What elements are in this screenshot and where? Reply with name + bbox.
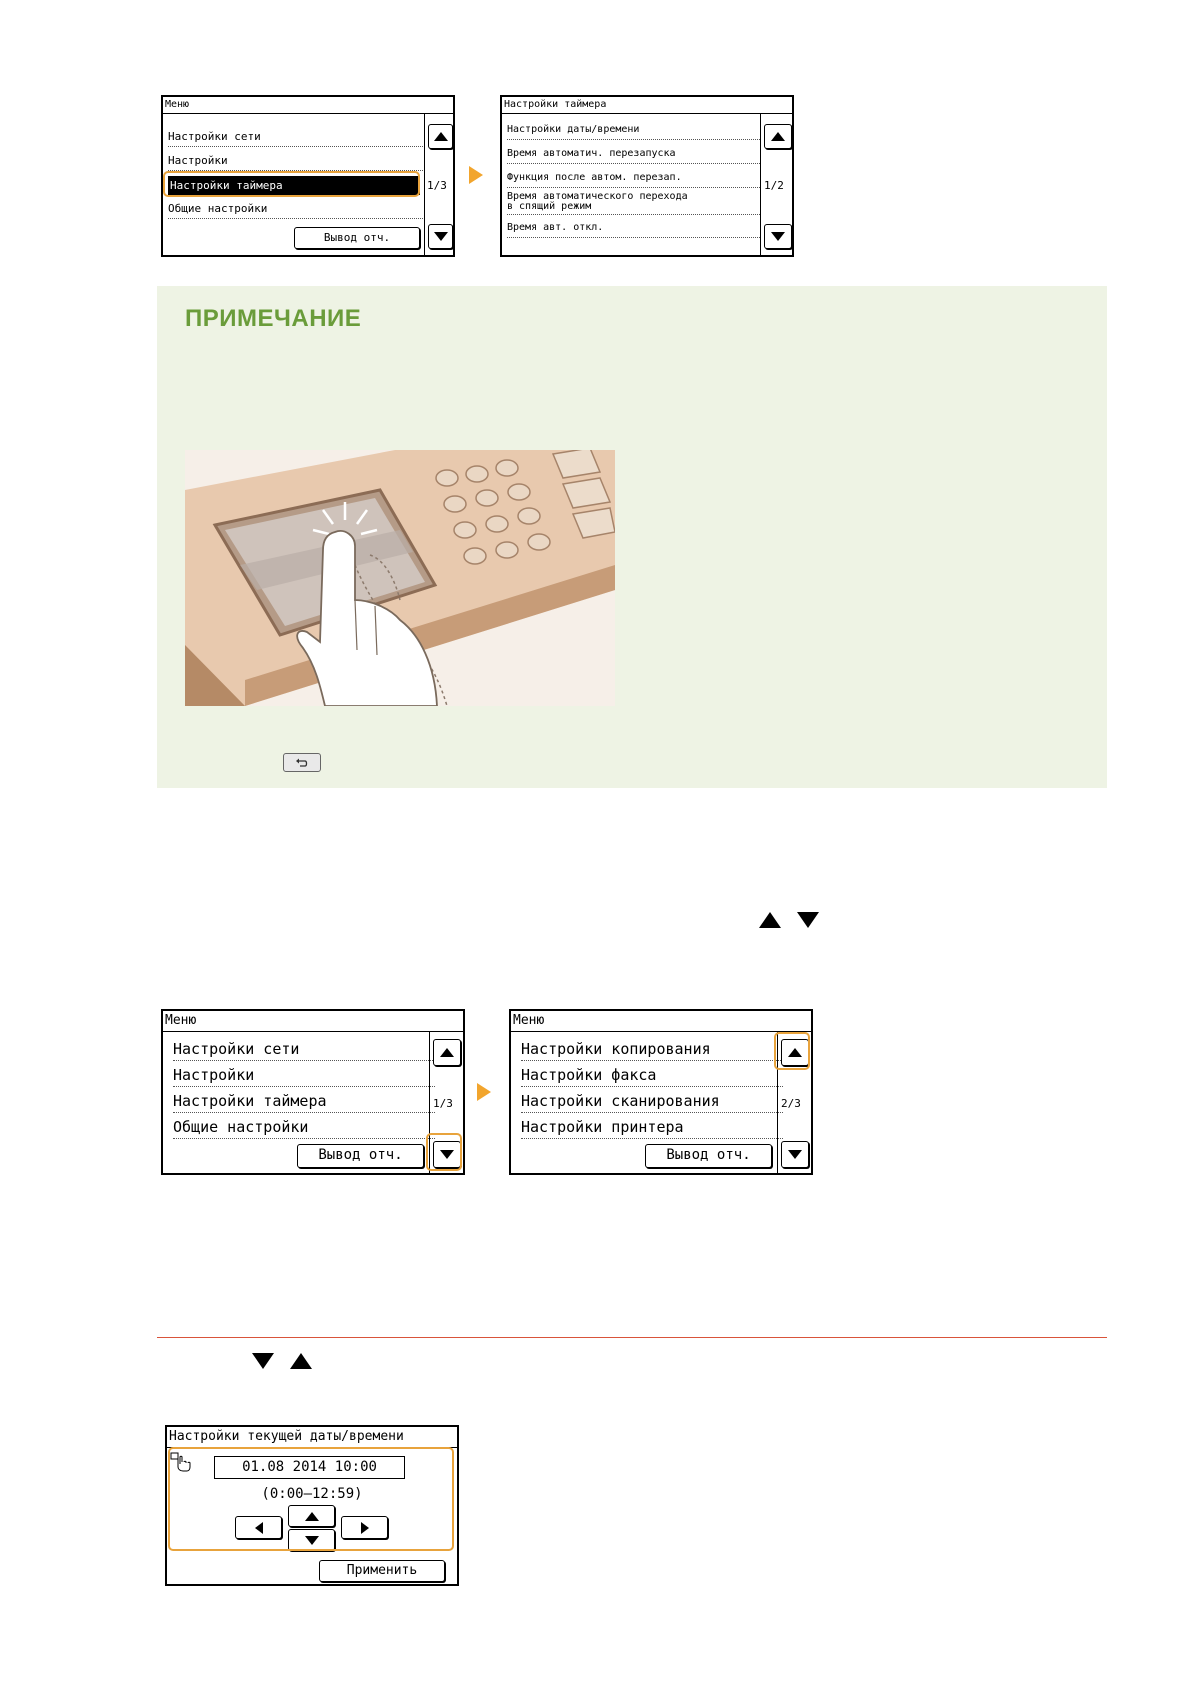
page-indicator: 2/3 bbox=[781, 1097, 801, 1110]
scroll-up-button[interactable] bbox=[781, 1039, 809, 1066]
menu-item-network[interactable]: Настройки сети bbox=[168, 127, 425, 147]
lcd-timer-settings-screen bbox=[500, 95, 794, 257]
menu-item-general[interactable]: Общие настройки bbox=[168, 199, 425, 219]
input-range-hint: (0:00–12:59) bbox=[261, 1486, 363, 1502]
lcd-date-time-screen bbox=[165, 1425, 459, 1586]
left-arrow-icon bbox=[255, 1522, 263, 1534]
apply-button[interactable]: Применить bbox=[319, 1560, 445, 1582]
screen-title: Настройки таймера bbox=[502, 97, 792, 114]
menu-item-copy[interactable]: Настройки копирования bbox=[521, 1038, 783, 1061]
lcd-menu-screen-small bbox=[161, 95, 455, 257]
menu-item-auto-reset-time[interactable]: Время автоматич. перезапуска bbox=[507, 144, 760, 164]
report-output-button[interactable]: Вывод отч. bbox=[294, 227, 420, 249]
page-indicator: 1/2 bbox=[764, 179, 784, 192]
page-indicator: 1/3 bbox=[427, 179, 447, 192]
page-indicator: 1/3 bbox=[433, 1097, 453, 1110]
scroll-up-button[interactable] bbox=[764, 124, 792, 149]
report-output-button[interactable]: Вывод отч. bbox=[297, 1144, 424, 1168]
scroll-down-button[interactable] bbox=[428, 224, 453, 249]
up-arrow-icon bbox=[771, 132, 785, 141]
next-arrow-icon bbox=[477, 1083, 491, 1101]
cursor-right-button[interactable] bbox=[341, 1516, 388, 1539]
up-triangle-icon bbox=[759, 912, 781, 928]
menu-item-auto-sleep-line1: Время автоматического перехода bbox=[507, 192, 688, 202]
scroll-up-button[interactable] bbox=[428, 124, 453, 149]
down-arrow-icon bbox=[771, 232, 785, 241]
back-key-icon bbox=[283, 753, 321, 772]
lcd-menu-screen-page1 bbox=[161, 1009, 465, 1175]
note-title: ПРИМЕЧАНИЕ bbox=[185, 305, 362, 332]
down-arrow-icon bbox=[305, 1536, 319, 1545]
menu-item-fax[interactable]: Настройки факса bbox=[521, 1064, 783, 1087]
menu-item-timer-settings[interactable]: Настройки таймера bbox=[173, 1090, 435, 1113]
menu-item-general[interactable]: Общие настройки bbox=[173, 1116, 435, 1139]
up-arrow-icon bbox=[434, 132, 448, 141]
finger-tap-illustration bbox=[185, 450, 615, 706]
next-arrow-icon bbox=[469, 166, 483, 184]
right-arrow-icon bbox=[361, 1522, 369, 1534]
menu-item-after-auto-reset[interactable]: Функция после автом. перезап. bbox=[507, 168, 760, 188]
scroll-up-button[interactable] bbox=[433, 1039, 461, 1066]
scroll-down-button[interactable] bbox=[433, 1141, 461, 1168]
menu-item-settings[interactable]: Настройки bbox=[173, 1064, 435, 1087]
down-arrow-icon bbox=[788, 1150, 802, 1159]
menu-item-auto-sleep-line2: в спящий режим bbox=[507, 201, 592, 212]
menu-item-printer[interactable]: Настройки принтера bbox=[521, 1116, 783, 1139]
menu-item-network[interactable]: Настройки сети bbox=[173, 1038, 435, 1061]
touch-panel-illustration bbox=[185, 450, 615, 706]
screen-title: Меню bbox=[511, 1011, 811, 1032]
up-arrow-icon bbox=[305, 1512, 319, 1521]
menu-item-settings[interactable]: Настройки bbox=[168, 151, 425, 171]
cursor-left-button[interactable] bbox=[235, 1516, 282, 1539]
screen-title: Меню bbox=[163, 97, 453, 114]
screen-title: Настройки текущей даты/времени bbox=[167, 1427, 457, 1448]
touch-hand-icon bbox=[170, 1452, 192, 1472]
down-arrow-icon bbox=[434, 232, 448, 241]
note-box bbox=[157, 286, 1107, 788]
menu-item-auto-off-time[interactable]: Время авт. откл. bbox=[507, 218, 760, 238]
up-arrow-icon bbox=[440, 1048, 454, 1057]
date-time-value-field[interactable]: 01.08 2014 10:00 bbox=[214, 1456, 405, 1479]
down-arrow-icon bbox=[440, 1150, 454, 1159]
screen-title: Меню bbox=[163, 1011, 463, 1032]
menu-item-scan[interactable]: Настройки сканирования bbox=[521, 1090, 783, 1113]
section-divider bbox=[157, 1337, 1107, 1338]
down-triangle-icon bbox=[252, 1353, 274, 1369]
scroll-down-button[interactable] bbox=[764, 224, 792, 249]
up-arrow-icon bbox=[788, 1048, 802, 1057]
menu-item-timer-settings[interactable]: Настройки таймера bbox=[168, 176, 420, 195]
increment-button[interactable] bbox=[288, 1505, 335, 1527]
down-triangle-icon bbox=[797, 912, 819, 928]
menu-item-auto-sleep-time[interactable] bbox=[507, 192, 760, 215]
up-triangle-icon bbox=[290, 1353, 312, 1369]
decrement-button[interactable] bbox=[288, 1529, 335, 1551]
lcd-menu-screen-page2 bbox=[509, 1009, 813, 1175]
scroll-down-button[interactable] bbox=[781, 1141, 809, 1168]
menu-item-date-time[interactable]: Настройки даты/времени bbox=[507, 120, 760, 140]
report-output-button[interactable]: Вывод отч. bbox=[645, 1144, 772, 1168]
